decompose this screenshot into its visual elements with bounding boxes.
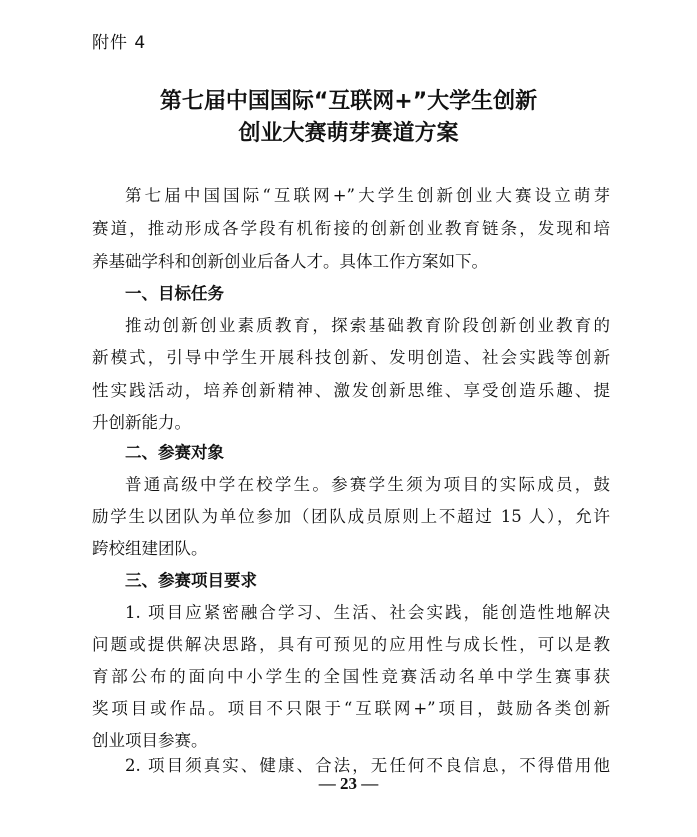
attachment-label: 附件 4 xyxy=(92,33,147,53)
section1-line: 性实践活动，培养创新精神、激发创新思维、享受创造乐趣、提 xyxy=(92,381,610,400)
section2-line: 普通高级中学在校学生。参赛学生须为项目的实际成员，鼓 xyxy=(125,475,610,494)
section3-line: 1. 项目应紧密融合学习、生活、社会实践，能创造性地解决 xyxy=(125,603,610,622)
section2-line: 跨校组建团队。 xyxy=(92,539,208,558)
section3-line: 2. 项目须真实、健康、合法，无任何不良信息，不得借用他 xyxy=(125,756,610,775)
section3-line: 创业项目参赛。 xyxy=(92,731,208,750)
page-number: — 23 — xyxy=(318,774,379,793)
section-heading-goals: 一、目标任务 xyxy=(125,284,224,303)
section1-line: 推动创新创业素质教育，探索基础教育阶段创新创业教育的 xyxy=(125,316,610,335)
intro-line: 赛道，推动形成各学段有机衔接的创新创业教育链条，发现和培 xyxy=(92,219,610,238)
section1-line: 升创新能力。 xyxy=(92,413,191,432)
section1-line: 新模式，引导中学生开展科技创新、发明创造、社会实践等创新 xyxy=(92,348,610,367)
document-title-line-1: 第七届中国国际“互联网+”大学生创新 xyxy=(159,89,538,114)
section3-line: 奖项目或作品。项目不只限于“互联网+”项目，鼓励各类创新 xyxy=(92,699,610,718)
section-heading-participants: 二、参赛对象 xyxy=(125,443,224,462)
intro-line: 第七届中国国际“互联网+”大学生创新创业大赛设立萌芽 xyxy=(125,186,610,205)
section2-line: 励学生以团队为单位参加（团队成员原则上不超过 15 人），允许 xyxy=(92,507,610,526)
section3-line: 问题或提供解决思路，具有可预见的应用性与成长性，可以是教 xyxy=(92,635,610,654)
section3-line: 育部公布的面向中小学生的全国性竞赛活动名单中学生赛事获 xyxy=(92,667,610,686)
document-title-line-2: 创业大赛萌芽赛道方案 xyxy=(238,121,459,146)
section-heading-project-requirements: 三、参赛项目要求 xyxy=(125,571,257,590)
intro-line: 养基础学科和创新创业后备人才。具体工作方案如下。 xyxy=(92,252,488,271)
